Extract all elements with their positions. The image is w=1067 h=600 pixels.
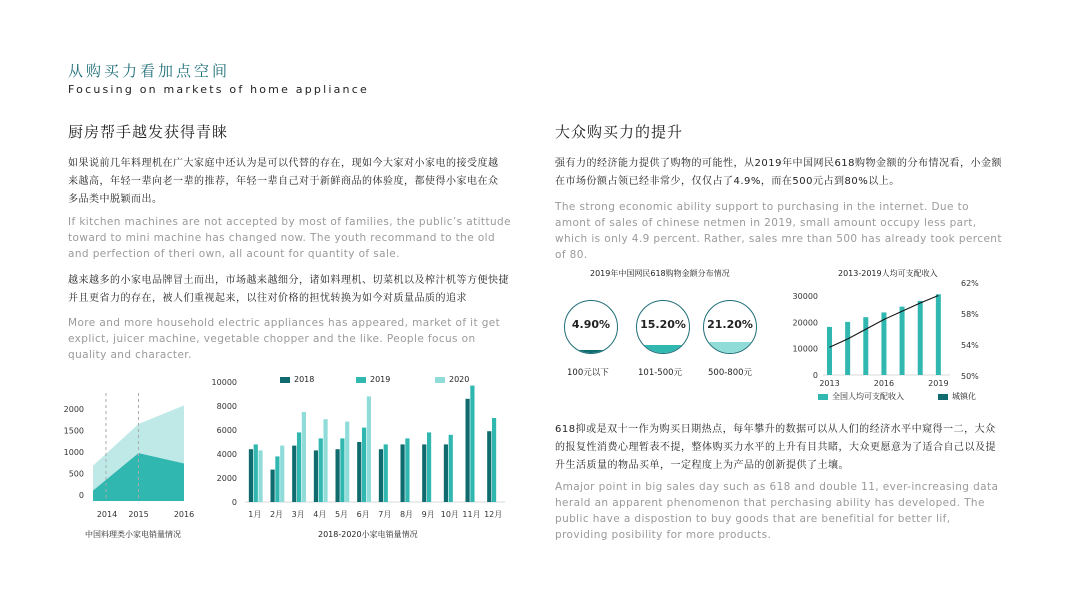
income-bar [827,327,832,375]
monthly-x-tick: 10月 [440,510,459,519]
income-y2-tick: 50% [961,372,979,381]
monthly-bar-2019 [384,444,388,502]
area-y-tick: 2000 [63,405,84,414]
income-bar [881,312,886,375]
monthly-bar-2019 [254,444,258,502]
area-y-tick: 0 [78,491,84,500]
income-bar [845,322,850,375]
monthly-x-tick: 7月 [378,510,392,519]
income-x-tick: 2013 [819,379,840,388]
left-section-title: 厨房帮手越发获得青睐 [68,123,229,141]
monthly-bar-2020 [345,422,349,502]
income-y-tick: 10000 [792,344,818,354]
page-subtitle: Focusing on markets of home appliance [68,83,369,96]
monthly-bar-2018 [336,449,340,502]
monthly-y-tick: 4000 [216,450,237,459]
circle-101-500 [636,300,690,354]
legend-2018 [280,375,314,384]
monthly-x-tick: 6月 [356,510,370,519]
circle-101-500-value: 15.20% [640,318,686,331]
area-chart [60,385,200,525]
area-y-tick: 1500 [63,426,84,436]
monthly-bar-2018 [379,449,383,502]
area-chart-title: 中国料理类小家电销量情况 [85,530,181,539]
income-chart [785,275,985,390]
legend-2019-swatch [356,377,366,383]
monthly-bar-2018 [422,444,426,502]
monthly-x-tick: 5月 [334,510,349,519]
monthly-x-tick: 4月 [313,510,327,519]
monthly-x-tick: 2月 [269,510,284,519]
monthly-x-tick: 1月 [248,510,262,519]
income-y2-tick: 58% [961,310,979,319]
monthly-bar-2018 [487,431,491,502]
monthly-bar-2020 [280,446,284,502]
income-y2-tick: 62% [961,279,979,288]
circles-chart-title: 2019年中国网民618购物金额分布情况 [590,269,730,278]
monthly-bar-2018 [444,444,448,502]
legend-urbanization-label: 城镇化 [952,392,976,401]
legend-urbanization-swatch [938,394,948,400]
monthly-bar-2018 [314,450,318,502]
circle-100-below-value: 4.90% [571,318,611,331]
monthly-bar-2020 [323,419,327,502]
monthly-bar-2019 [470,386,474,502]
circle-500-800-value: 21.20% [707,318,753,331]
monthly-bar-2019 [340,438,344,502]
income-x-tick: 2016 [873,379,895,388]
income-bar [863,317,868,375]
monthly-y-tick: 8000 [216,402,237,411]
circle-100-below-fill [565,350,617,353]
right-section-title: 大众购买力的提升 [555,123,684,141]
monthly-bar-chart [205,368,515,528]
monthly-y-tick: 0 [231,498,237,507]
monthly-bar-2019 [362,428,366,502]
monthly-x-tick: 8月 [399,510,414,519]
legend-2020-label: 2020 [449,375,470,384]
right-para2-en: Amajor point in big sales day such as 618 and double 11, ever-increasing data herald an apparent phenomenon that perchasing ability has developed. The public have a dispostion to buy goods that are benefitial for better lif, providing posibility for more products. [555,481,999,541]
monthly-y-tick: 6000 [216,426,237,435]
circle-500-800-fill [704,342,756,353]
income-bar [936,294,941,375]
income-bar [918,301,923,375]
area-y-tick: 1000 [63,448,84,457]
area-x-tick: 2016 [173,510,195,519]
legend-2018-swatch [280,377,290,383]
monthly-bar-2019 [492,418,496,502]
monthly-bar-2018 [292,446,296,502]
monthly-bar-2020 [302,412,306,502]
circle-101-500-fill [637,345,689,353]
income-y-tick: 20000 [792,318,818,328]
area-x-tick: 2014 [96,510,118,519]
left-para1-cn: 如果说前几年料理机在广大家庭中还认为是可以代替的存在，现如今大家对小家电的接受度越来越高，年轻一辈向老一辈的推荐，年轻一辈自己对于新鲜商品的体验度，都使得小家电在众多品类中脱颖而出。 [68,158,499,205]
income-y2-tick: 54% [961,341,979,350]
monthly-x-tick: 11月 [462,510,481,519]
left-para2-en: More and more household electric appliances has appeared, market of it get explict, juicer machine, vegetable chopper and the like. People focus on quality and character. [68,317,501,361]
monthly-bar-2019 [427,432,431,502]
monthly-bar-2019 [449,435,453,502]
legend-urbanization [938,391,976,402]
income-y-tick: 0 [812,371,818,380]
legend-income-swatch [818,394,828,400]
monthly-bar-2018 [271,470,275,502]
monthly-bar-2019 [319,438,323,502]
area-y-tick: 500 [68,469,84,479]
monthly-bar-2018 [466,399,470,502]
circle-500-800 [703,300,757,354]
monthly-bar-2019 [297,432,301,502]
legend-2019-label: 2019 [370,375,391,384]
legend-income-label: 全国人均可支配收入 [832,392,904,401]
monthly-bar-2018 [249,449,253,502]
circle-label-100: 100元以下 [567,368,609,378]
monthly-bar-2020 [367,396,371,502]
income-x-tick: 2019 [928,379,949,388]
monthly-bar-2018 [401,444,405,502]
income-chart-title: 2013-2019人均可支配收入 [838,269,938,278]
legend-2020-swatch [435,377,445,383]
monthly-bar-2019 [405,438,409,502]
page-title: 从购买力看加点空间 [68,62,231,80]
monthly-x-tick: 3月 [291,510,305,519]
monthly-bar-2018 [357,442,361,502]
monthly-bar-2020 [258,450,262,502]
legend-2020 [435,375,469,384]
monthly-chart-title: 2018-2020小家电销量情况 [318,530,418,539]
left-para2-cn: 越来越多的小家电品牌冒土而出，市场越来越细分，诸如料理机、切菜机以及榨汁机等方便快捷并且更省力的存在，被人们重视起来，以往对价格的担忧转换为如今对质量品质的追求 [68,275,509,304]
legend-2019 [356,375,390,384]
monthly-bar-2019 [275,456,279,502]
monthly-x-tick: 9月 [421,510,435,519]
left-para1-en: If kitchen machines are not accepted by most of families, the public’s atittude toward to mini machine has changed now. The youth recommand to the old and perfection of theri own, all acount for quantity of sale. [68,216,511,260]
legend-2018-label: 2018 [294,375,315,384]
income-y-tick: 30000 [792,292,818,302]
area-x-tick: 2015 [128,510,149,519]
circle-label-101-500: 101-500元 [638,368,683,378]
monthly-y-tick: 10000 [211,378,237,387]
monthly-y-tick: 2000 [216,474,237,483]
legend-income [818,391,904,402]
circle-label-500-800: 500-800元 [708,368,753,378]
right-para1-en: The strong economic ability support to purchasing in the internet. Due to amont of sales of chinese netmen in 2019, small amount occupy less part, which is only 4.9 percent. Rather, sales mre than 500 has already took percent of 80. [555,201,1002,261]
monthly-x-tick: 12月 [484,510,503,519]
right-para1-cn: 强有力的经济能力提供了购物的可能性，从2019年中国网民618购物金额的分布情况看，小金额在市场份额占领已经非常少，仅仅占了4.9%，而在500元占到80%以上。 [555,158,1003,187]
income-bar [900,307,905,375]
circle-100-below [564,300,618,354]
right-para2-cn: 618抑或是双十一作为购买日期热点，每年攀升的数据可以从人们的经济水平中窥得一二，大众的报复性消费心理暂表不提，整体购买力水平的上升有目共睹，大众更愿意为了适合自己以及提升生活质量的物品买单，一定程度上为产品的创新提供了土壤。 [555,424,996,471]
